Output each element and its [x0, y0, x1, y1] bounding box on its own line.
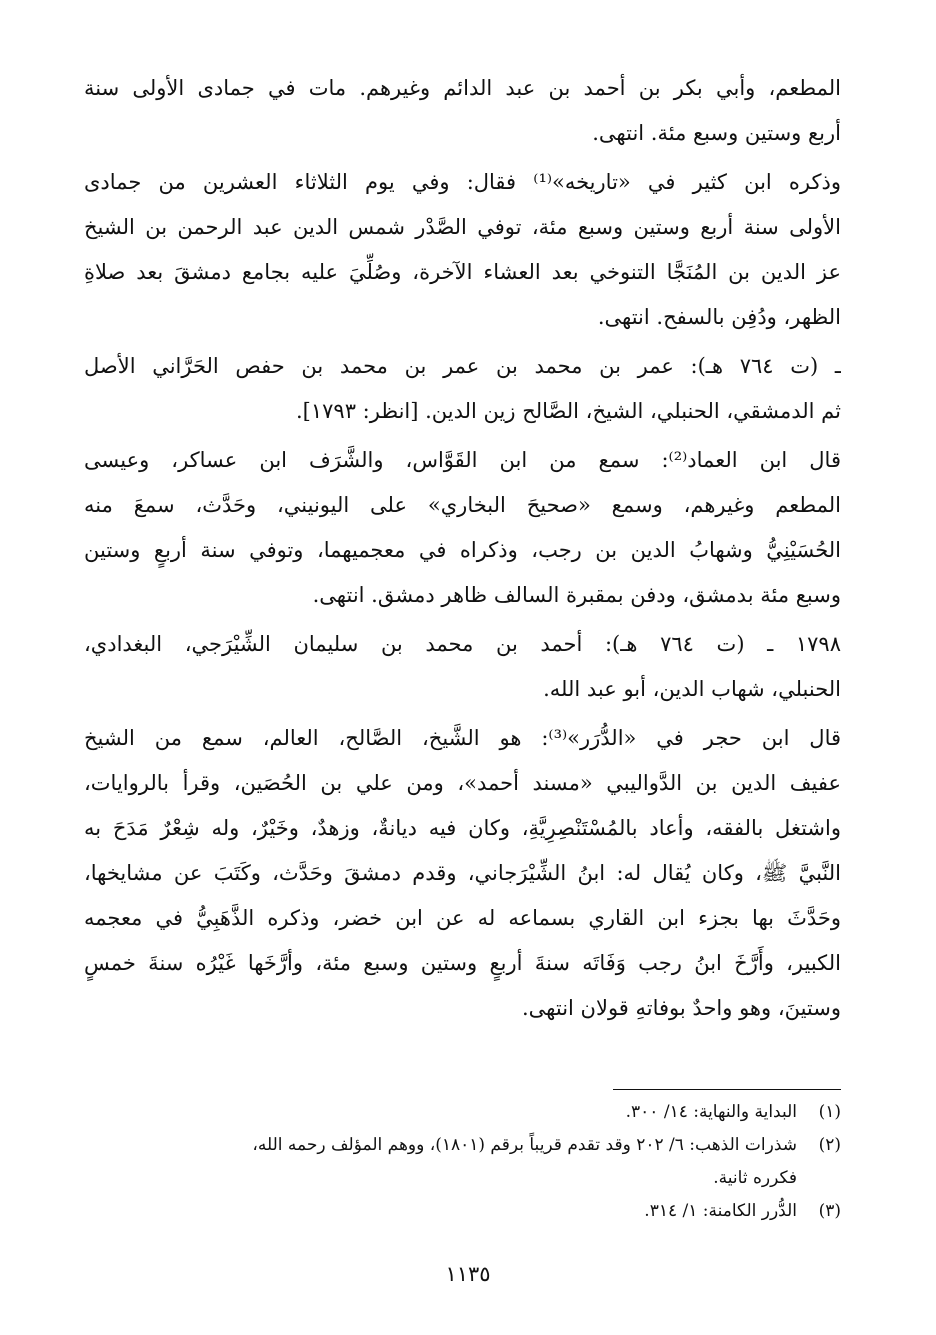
main-text [84, 66, 841, 1031]
text-line: المطعم، وأبي بكر بن أحمد بن عبد الدائم وغيرهم. مات في جمادى الأولى سنة [84, 76, 841, 100]
text-line: عفيف الدين بن الدَّواليبي «مسند أحمد»، ومن علي بن الحُصَين، وقرأ بالروايات، [84, 771, 841, 795]
text-line: الكبير، وأَرَّخَ ابنُ رجب وَفَاتَه سنةَ أربعٍ وستين وسبع مئة، وأرَّخَها غَيْرُه سنةَ خمسٍ [84, 951, 841, 975]
text-line: وسبع مئة بدمشق، ودفن بمقبرة السالف ظاهر دمشق. انتهى. [312, 583, 841, 607]
text-line: قال ابن العماد⁽²⁾: سمع من ابن القَوَّاس، والشَّرَف ابن عساكر، وعيسى [84, 448, 841, 472]
page-number: ١١٣٥ [445, 1262, 491, 1286]
text-line: وحَدَّثَ بها بجزء ابن القاري بسماعه له عن ابن خضر، وذكره الذَّهَبِيُّ في معجمه [84, 906, 841, 930]
footnote [84, 1195, 841, 1228]
text-line: النَّبيَّ ﷺ، وكان يُقال له: ابنُ الشِّيْرَجاني، وقدم دمشقَ وحَدَّث، وكَتَبَ عن مشايخها، [84, 861, 841, 885]
text-line: وذكره ابن كثير في «تاريخه»⁽¹⁾ فقال: وفي يوم الثلاثاء العشرين من جمادى [84, 170, 841, 194]
text-line: الأولى سنة أربع وستين وسبع مئة، توفي الصَّدْر شمس الدين عبد الرحمن بن الشيخ [84, 215, 841, 239]
text-line: أربع وستين وسبع مئة. انتهى. [592, 121, 841, 145]
footnote-line: البداية والنهاية: ١٤/ ٣٠٠. [625, 1102, 797, 1122]
text-line: عز الدين بن المُنَجَّا التنوخي بعد العشاء الآخرة، وصُلِّيَ عليه بجامع دمشقَ بعد صلاةِ [84, 260, 841, 284]
footnote-line: الدُّرر الكامنة: ١/ ٣١٤. [644, 1201, 797, 1221]
footnote [84, 1096, 841, 1129]
text-line: الحنبلي، شهاب الدين، أبو عبد الله. [543, 677, 841, 701]
footnote-line: فكرره ثانية. [713, 1168, 797, 1188]
text-line: الظهر، ودُفِن بالسفح. انتهى. [597, 305, 841, 329]
text-line: واشتغل بالفقه، وأعاد بالمُسْتَنْصِرِيَّةِ، وكان فيه ديانةٌ، وزهدٌ، وخَيْرٌ، وله شِعْرٌ مَدَحَ به [84, 816, 841, 840]
text-line: الحُسَيْنِيُّ وشهابُ الدين بن رجب، وذكراه في معجميهما، وتوفي سنة أربعٍ وستين [84, 538, 841, 562]
footnote-text [84, 1195, 797, 1228]
text-line: وستينَ، وهو واحدٌ بوفاتهِ قولان انتهى. [522, 996, 841, 1020]
footnote-number: (١) [818, 1102, 841, 1122]
footnote-text [84, 1096, 797, 1129]
text-line: ـ (ت ٧٦٤ هـ): عمر بن محمد بن عمر بن محمد بن حفص الحَرَّاني الأصل [84, 354, 841, 378]
text-line: ثم الدمشقي، الحنبلي، الشيخ، الصَّالح زين الدين. [انظر: ١٧٩٣]. [296, 399, 841, 423]
footnotes [84, 1096, 841, 1228]
text-line: المطعم وغيرهم، وسمع «صحيحَ البخاري» على اليونيني، وحَدَّث، سمعَ منه [84, 493, 841, 517]
footnote-divider [613, 1089, 841, 1090]
footnote [84, 1129, 841, 1195]
footnote-number: (٣) [818, 1201, 841, 1221]
text-line: ١٧٩٨ ـ (ت ٧٦٤ هـ): أحمد بن محمد بن سليمان الشِّيْرَجي، البغدادي، [84, 632, 841, 656]
text-line: قال ابن حجر في «الدُّرَر»⁽³⁾: هو الشَّيخ، الصَّالح، العالم، سمع من الشيخ [84, 726, 841, 750]
footnote-line: شذرات الذهب: ٦/ ٢٠٢ وقد تقدم قريباً برقم (١٨٠١)، ووهم المؤلف رحمه الله، [252, 1135, 797, 1155]
footnote-number: (٢) [818, 1135, 841, 1155]
footnote-text [84, 1129, 797, 1195]
